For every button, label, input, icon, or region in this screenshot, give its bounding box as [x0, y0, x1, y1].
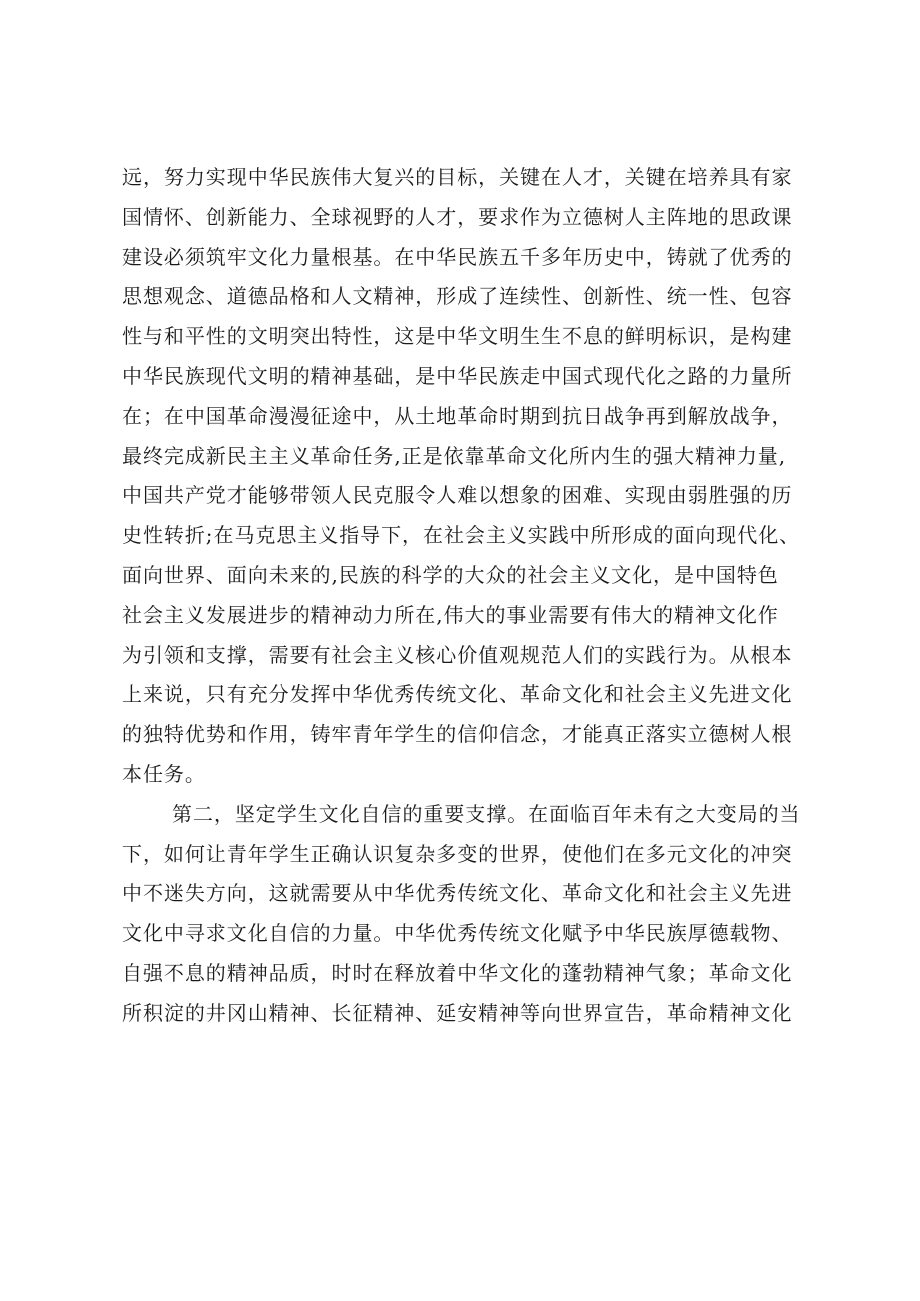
- paragraph-1-line: 上来说，只有充分发挥中华优秀传统文化、革命文化和社会主义先进文化: [122, 682, 793, 707]
- paragraph-1-line: 思想观念、道德品格和人文精神，形成了连续性、创新性、统一性、包容: [122, 284, 793, 309]
- paragraph-1-line: 的独特优势和作用，铸牢青年学生的信仰信念，才能真正落实立德树人根: [122, 722, 793, 747]
- paragraph-1: [122, 158, 810, 795]
- paragraph-1-line: 国情怀、创新能力、全球视野的人才，要求作为立德树人主阵地的思政课: [122, 204, 793, 229]
- paragraph-2: [122, 795, 810, 1034]
- paragraph-1-line: 远，努力实现中华民族伟大复兴的目标，关键在人才，关键在培养具有家: [122, 165, 793, 189]
- paragraph-1-line: 面向世界、面向未来的,民族的科学的大众的社会主义文化，是中国特色: [122, 562, 779, 587]
- paragraph-1-line: 中华民族现代文明的精神基础，是中华民族走中国式现代化之路的力量所: [122, 363, 793, 388]
- paragraph-1-line: 建设必须筑牢文化力量根基。在中华民族五千多年历史中，铸就了优秀的: [122, 244, 793, 269]
- paragraph-2-line: 下，如何让青年学生正确认识复杂多变的世界，使他们在多元文化的冲突: [122, 841, 793, 866]
- paragraph-2-line: 文化中寻求文化自信的力量。中华优秀传统文化赋予中华民族厚德载物、: [122, 921, 793, 946]
- paragraph-1-line: 最终完成新民主主义革命任务,正是依靠革命文化所内生的强大精神力量,: [122, 443, 787, 468]
- paragraph-1-line: 本任务。: [122, 761, 206, 786]
- paragraph-2-line: 中不迷失方向，这就需要从中华优秀传统文化、革命文化和社会主义先进: [122, 881, 793, 906]
- paragraph-1-line: 史性转折;在马克思主义指导下，在社会主义实践中所形成的面向现代化、: [122, 523, 801, 548]
- paragraph-1-line: 中国共产党才能够带领人民克服令人难以想象的困难、实现由弱胜强的历: [122, 483, 793, 508]
- paragraph-2-line: 自强不息的精神品质，时时在释放着中华文化的蓬勃精神气象；革命文化: [122, 960, 793, 985]
- paragraph-1-line: 在；在中国革命漫漫征途中，从土地革命时期到抗日战争再到解放战争，: [122, 403, 793, 428]
- paragraph-1-line: 性与和平性的文明突出特性，这是中华文明生生不息的鲜明标识，是构建: [122, 324, 793, 349]
- paragraph-2-line: 第二，坚定学生文化自信的重要支撑。在面临百年未有之大变局的当: [172, 801, 801, 826]
- paragraph-1-line: 社会主义发展进步的精神动力所在,伟大的事业需要有伟大的精神文化作: [122, 602, 779, 627]
- paragraph-1-line: 为引领和支撑，需要有社会主义核心价值观规范人们的实践行为。从根本: [122, 642, 793, 667]
- body-text: [122, 158, 810, 1034]
- paragraph-2-line: 所积淀的井冈山精神、长征精神、延安精神等向世界宣告，革命精神文化: [122, 1000, 793, 1025]
